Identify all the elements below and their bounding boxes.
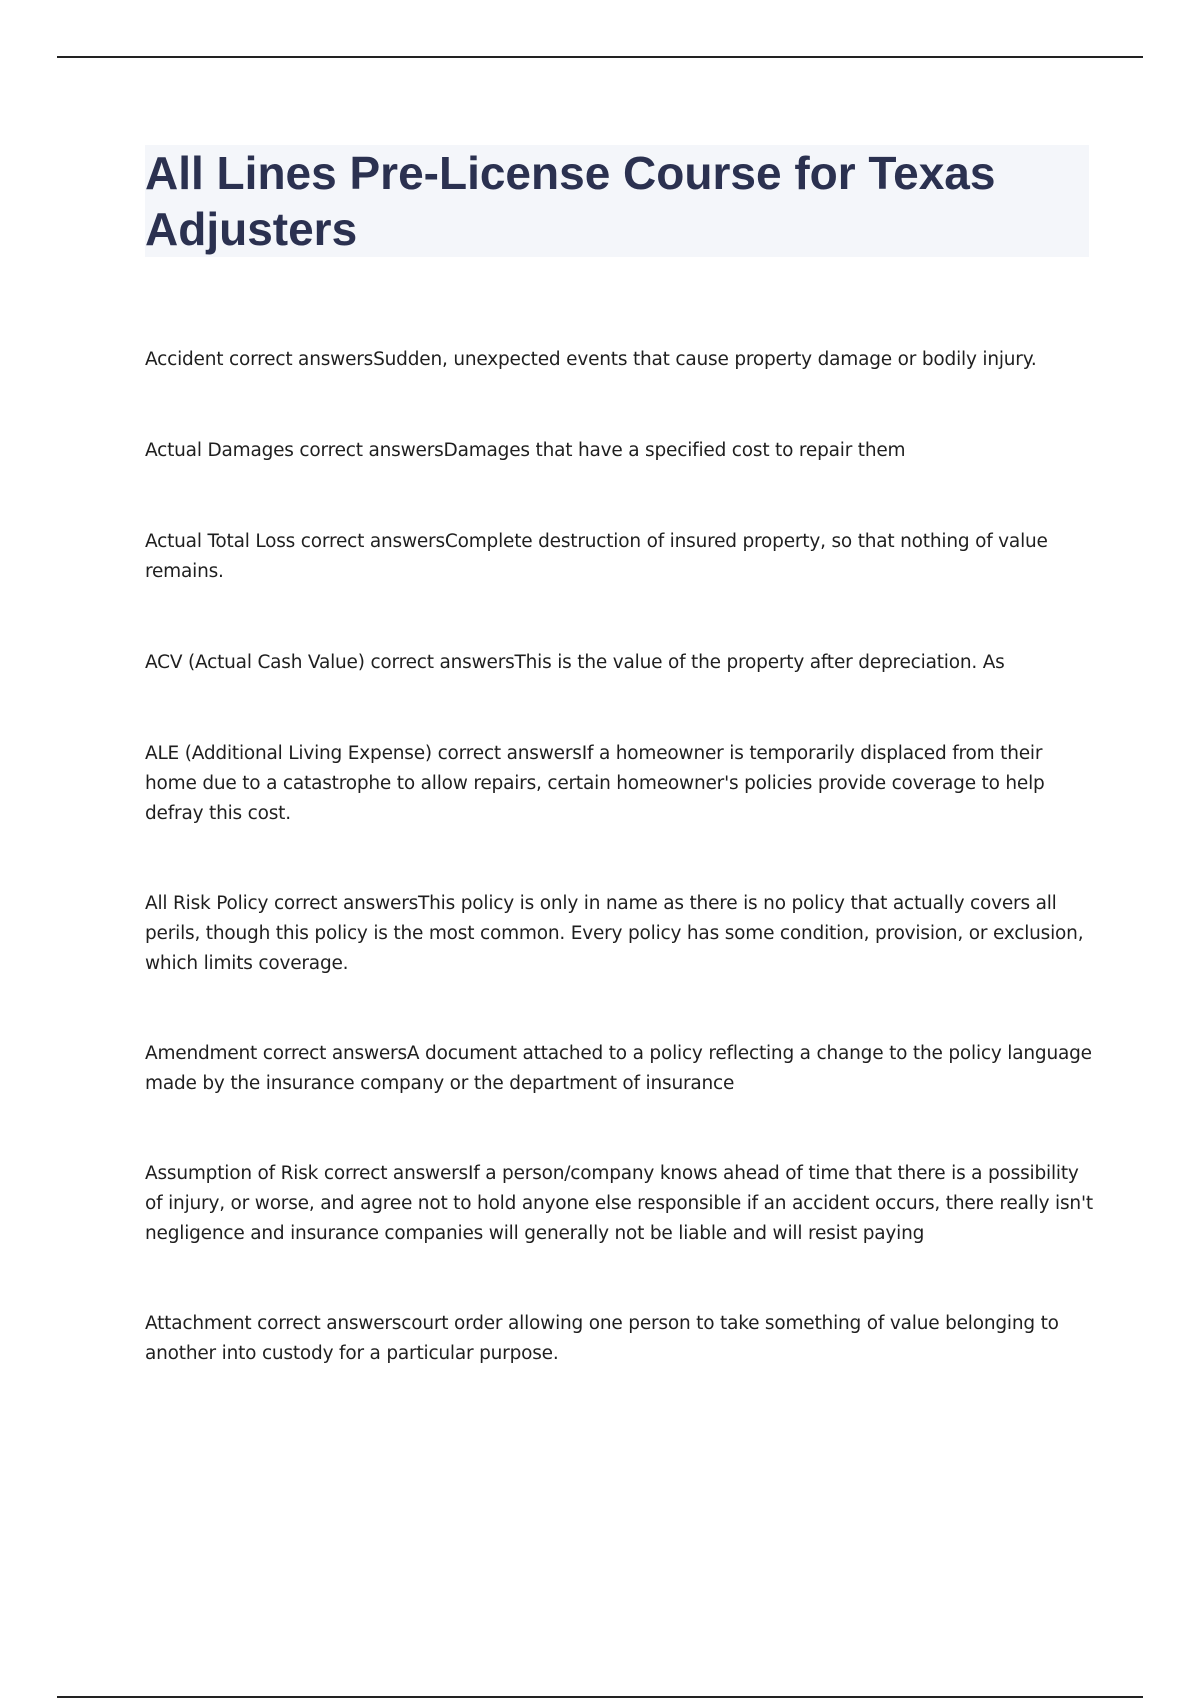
- flashcard-entry-accident: Accident correct answersSudden, unexpected events that cause property damage or bodily injury.: [145, 349, 1037, 370]
- flashcard-entry-ale: ALE (Additional Living Expense) correct answersIf a homeowner is temporarily displaced from their home due to a catastrophe to allow repairs, certain homeowner's policies provide coverage to help defray this cost.: [145, 743, 1045, 824]
- flashcard-entry-attachment: Attachment correct answerscourt order allowing one person to take something of value belonging to another into custody for a particular purpose.: [145, 1313, 1059, 1364]
- document-title: All Lines Pre-License Course for Texas Adjusters: [145, 147, 996, 255]
- flashcard-entry-actual-damages: Actual Damages correct answersDamages that have a specified cost to repair them: [145, 440, 906, 461]
- flashcard-entry-acv: ACV (Actual Cash Value) correct answersThis is the value of the property after depreciation. As: [145, 652, 1005, 673]
- flashcard-entry-actual-total-loss: Actual Total Loss correct answersComplete destruction of insured property, so that nothing of value remains.: [145, 531, 1048, 582]
- flashcard-entry-assumption-of-risk: Assumption of Risk correct answersIf a person/company knows ahead of time that there is a possibility of injury, or worse, and agree not to hold anyone else responsible if an accident occurs, there really isn't negligence and insurance companies will generally not be liable and will resist paying: [145, 1163, 1093, 1244]
- top-divider: [57, 56, 1143, 58]
- flashcard-entry-all-risk-policy: All Risk Policy correct answersThis policy is only in name as there is no policy that actually covers all perils, though this policy is the most common. Every policy has some condition, provision, or exclusion, which limits coverage.: [145, 893, 1084, 974]
- flashcard-entry-amendment: Amendment correct answersA document attached to a policy reflecting a change to the policy language made by the insurance company or the department of insurance: [145, 1043, 1092, 1094]
- bottom-divider: [57, 1696, 1143, 1698]
